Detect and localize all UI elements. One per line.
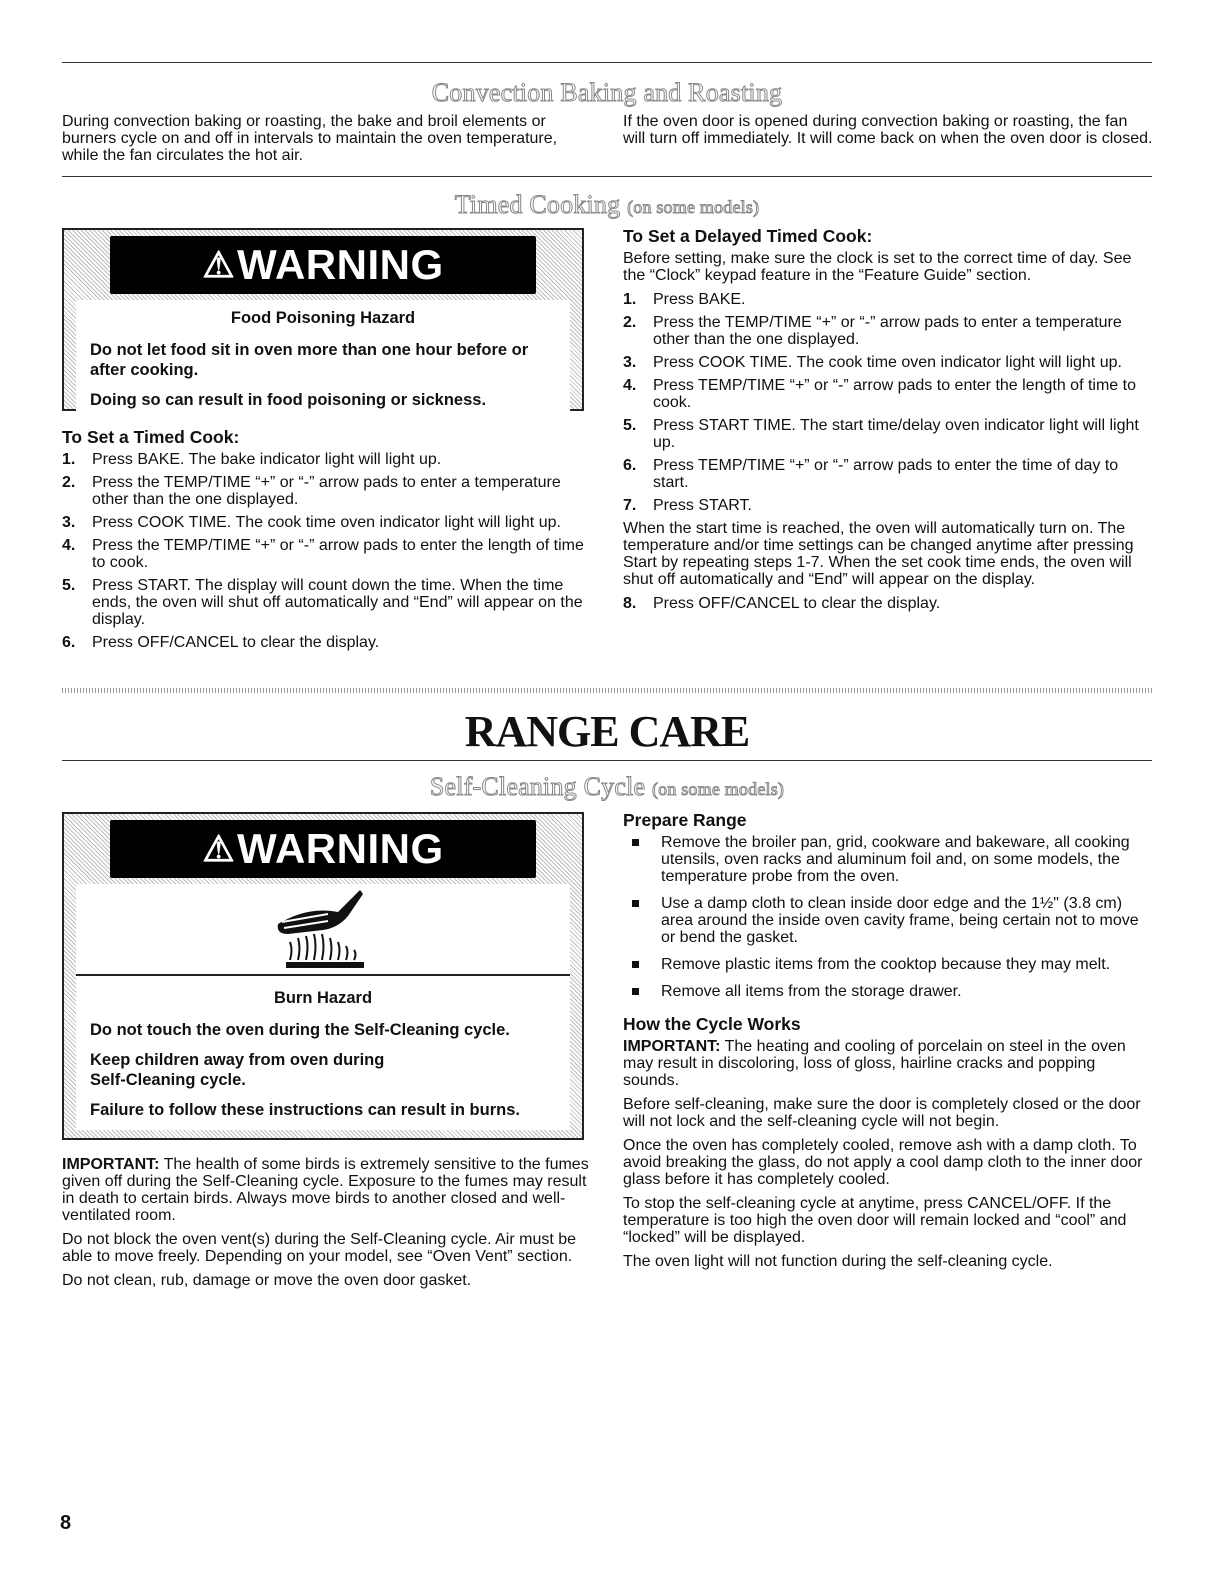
delayed-after: When the start time is reached, the oven will automatically turn on. The temperature and/or time settings can be changed anytime after pressing Start by repeating steps 1-7. When the set cook time ends, the oven will shut off automatically and “End” will appear on the display.: [623, 520, 1134, 588]
warning-banner: ⚠ WARNING: [110, 820, 536, 878]
list-item: Remove all items from the storage drawer.: [623, 983, 1153, 1000]
step: 6. Press TEMP/TIME “+” or “-” arrow pads to enter the time of day to start.: [623, 457, 1119, 491]
set-delayed-heading: To Set a Delayed Timed Cook:: [623, 226, 873, 246]
step: 1. Press BAKE.: [623, 291, 746, 308]
convection-left: [62, 113, 592, 171]
how-para: To stop the self-cleaning cycle at anytime, press CANCEL/OFF. If the temperature is too high the oven door will remain locked and “cool” and “locked” will be displayed.: [623, 1195, 1127, 1246]
selfclean-right: [623, 810, 1153, 1277]
top-rule: [62, 62, 1152, 63]
list-item: Remove plastic items from the cooktop because they may melt.: [623, 956, 1153, 973]
burn-hazard-warning: [62, 812, 584, 1140]
gasket-text: Do not clean, rub, damage or move the oven door gasket.: [62, 1272, 472, 1289]
rule-3: [62, 760, 1152, 761]
food-poisoning-warning: [62, 228, 584, 411]
warning-line: Doing so can result in food poisoning or sickness.: [90, 391, 487, 409]
set-timed-cook: [62, 427, 588, 657]
set-delayed-cook: [623, 226, 1153, 618]
step: 1. Press BAKE. The bake indicator light will light up.: [62, 451, 442, 468]
convection-right: [623, 113, 1153, 154]
warning-line: Do not let food sit in oven more than one hour before or after cooking.: [90, 341, 529, 379]
convection-title: Convection Baking and Roasting: [431, 78, 783, 107]
rule-2: [62, 176, 1152, 177]
warning-line: Do not touch the oven during the Self-Cleaning cycle.: [90, 1021, 510, 1039]
delayed-intro: Before setting, make sure the clock is set to the correct time of day. See the “Clock” keypad feature in the “Feature Guide” section.: [623, 250, 1132, 284]
warning-line: Failure to follow these instructions can result in burns.: [90, 1101, 520, 1119]
list-item: Remove the broiler pan, grid, cookware and bakeware, all cooking utensils, oven racks and aluminum foil and, on some models, the temperature probe from the oven.: [623, 834, 1153, 885]
hazard-title: Food Poisoning Hazard: [230, 309, 416, 327]
step: 4. Press the TEMP/TIME “+” or “-” arrow pads to enter the length of time to cook.: [62, 537, 584, 571]
hand-heat-icon: [76, 884, 570, 976]
warning-triangle-icon: ⚠: [202, 244, 236, 285]
step: 2. Press the TEMP/TIME “+” or “-” arrow pads to enter a temperature other than the one displayed.: [623, 314, 1122, 348]
page-number: 8: [60, 1512, 72, 1534]
warning-banner: ⚠ WARNING: [110, 236, 536, 294]
convection-right-text: If the oven door is opened during convection baking or roasting, the fan will turn off immediately. It will come back on when the oven door is closed.: [623, 113, 1153, 147]
how-para: Once the oven has completely cooled, remove ash with a damp cloth. To avoid breaking the glass, do not apply a cool damp cloth to the inner door glass before it has completely cooled.: [623, 1137, 1143, 1188]
hazard-title: Burn Hazard: [273, 989, 373, 1007]
selfclean-left: [62, 1156, 592, 1296]
vent-text: Do not block the oven vent(s) during the Self-Cleaning cycle. Air must be able to move freely. Depending on your model, see “Oven Vent” section.: [62, 1231, 577, 1265]
dotted-divider: [62, 688, 1152, 693]
step: 8. Press OFF/CANCEL to clear the display.: [623, 595, 941, 612]
how-para: The oven light will not function during the self-cleaning cycle.: [623, 1253, 1053, 1270]
set-timed-heading: To Set a Timed Cook:: [62, 427, 240, 447]
list-item: Use a damp cloth to clean inside door edge and the 1½" (3.8 cm) area around the inside oven cavity frame, being certain not to move or bend the gasket.: [623, 895, 1153, 946]
step: 7. Press START.: [623, 497, 752, 514]
prepare-heading: Prepare Range: [623, 810, 747, 830]
step: 5. Press START. The display will count down the time. When the time ends, the oven will shut off automatically and “End” will appear on the display.: [62, 577, 583, 628]
step: 2. Press the TEMP/TIME “+” or “-” arrow pads to enter a temperature other than the one displayed.: [62, 474, 561, 508]
step: 3. Press COOK TIME. The cook time oven indicator light will light up.: [623, 354, 1122, 371]
convection-left-text: During convection baking or roasting, the bake and broil elements or burners cycle on and off in intervals to maintain the oven temperature, while the fan circulates the hot air.: [62, 113, 558, 164]
warning-line: Keep children away from oven during Self-Cleaning cycle.: [90, 1051, 385, 1089]
timed-title: Timed Cooking (on some models): [454, 190, 760, 219]
step: 5. Press START TIME. The start time/delay oven indicator light will light up.: [623, 417, 1139, 451]
important-birds: IMPORTANT: The health of some birds is extremely sensitive to the fumes given off during the Self-Cleaning cycle. Exposure to the fumes may result in death to certain birds. Always move birds to another closed and well-ventilated room.: [62, 1156, 589, 1224]
warning-triangle-icon: ⚠: [202, 828, 236, 869]
range-care-title: RANGE CARE: [464, 707, 750, 756]
how-heading: How the Cycle Works: [623, 1014, 801, 1034]
step: 4. Press TEMP/TIME “+” or “-” arrow pads to enter the length of time to cook.: [623, 377, 1136, 411]
step: 6. Press OFF/CANCEL to clear the display.: [62, 634, 380, 651]
step: 3. Press COOK TIME. The cook time oven indicator light will light up.: [62, 514, 561, 531]
how-para: Before self-cleaning, make sure the door is completely closed or the door will not lock and the self-cleaning cycle will not begin.: [623, 1096, 1141, 1130]
important-porcelain: IMPORTANT: The heating and cooling of porcelain on steel in the oven may result in discoloring, loss of gloss, hairline cracks and popping sounds.: [623, 1038, 1126, 1089]
selfclean-title: Self-Cleaning Cycle (on some models): [429, 772, 785, 801]
